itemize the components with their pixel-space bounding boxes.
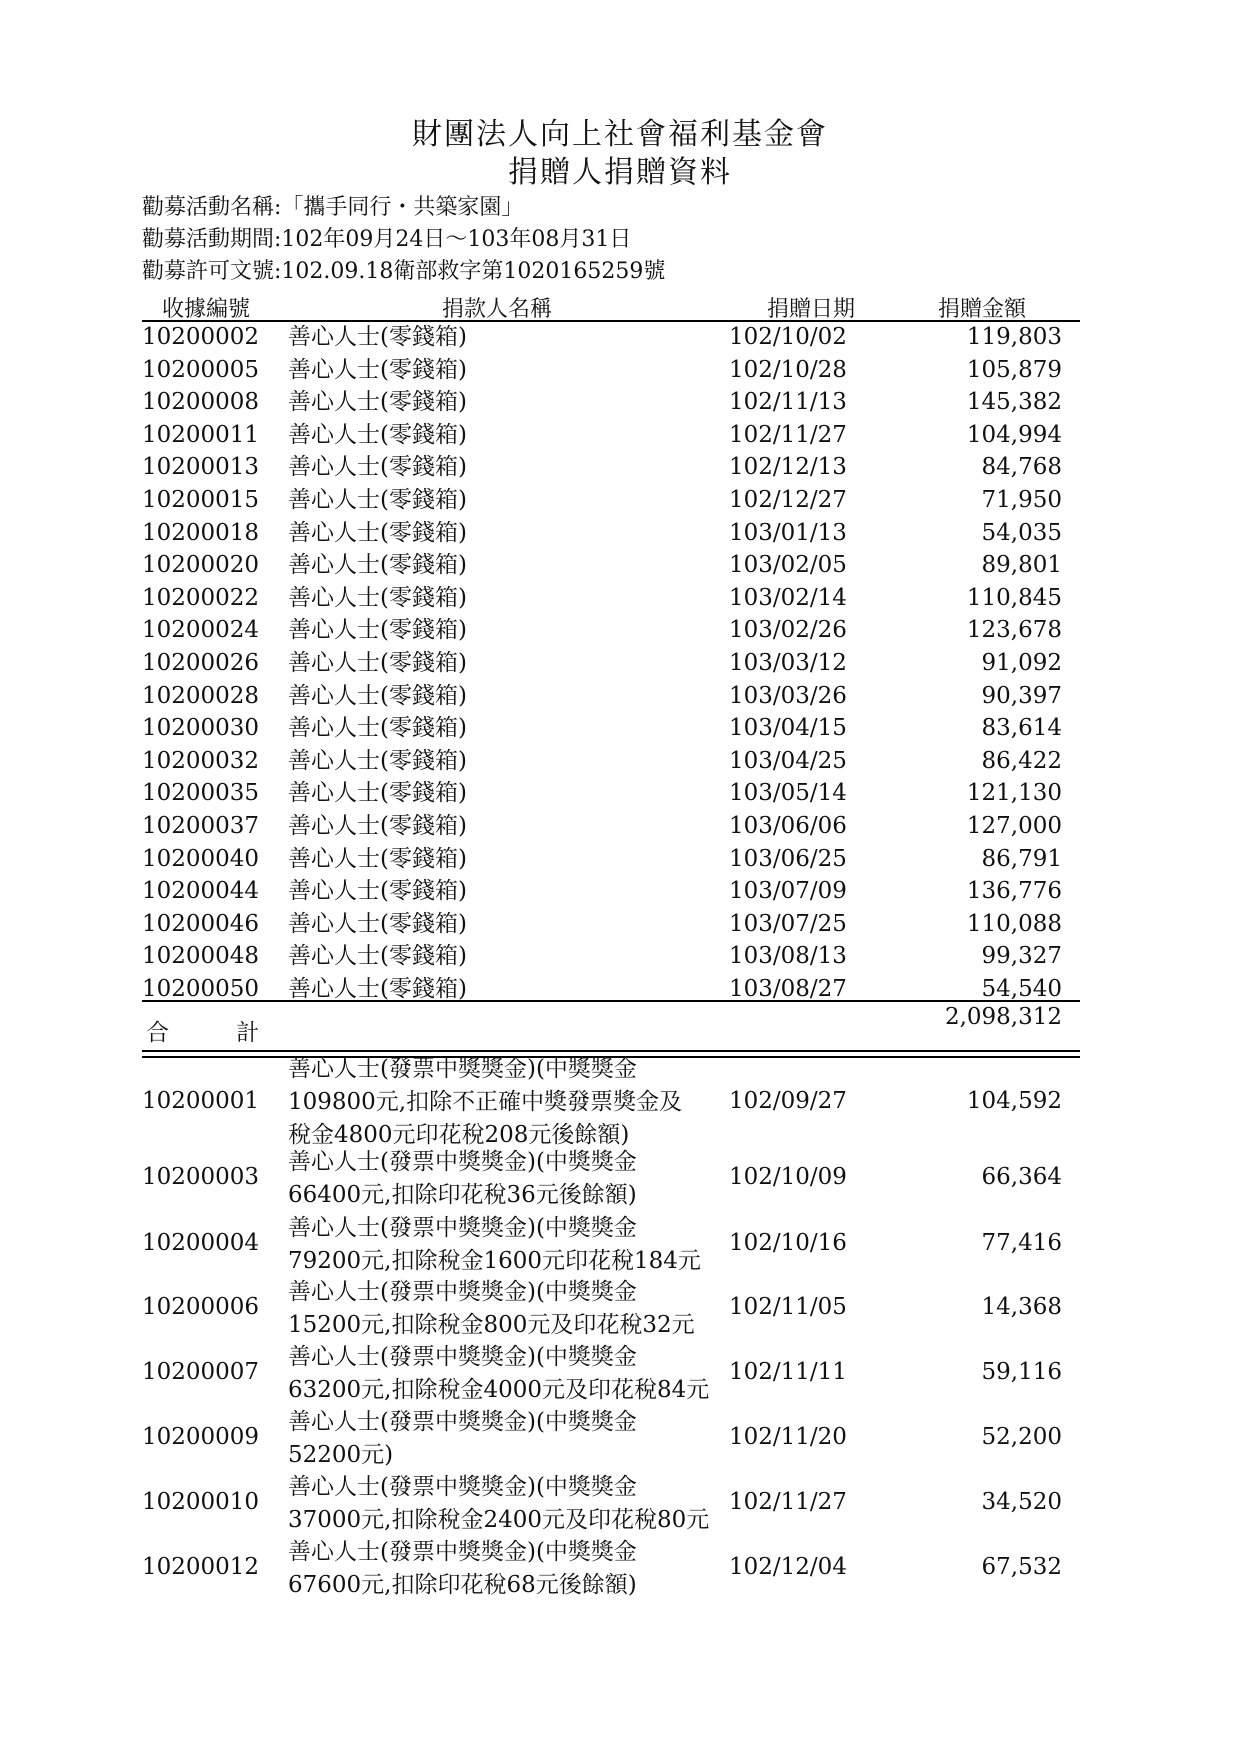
receipt-cell: 10200010: [142, 1489, 260, 1515]
receipt-cell: 10200030: [142, 715, 260, 742]
amount-cell: 14,368: [981, 1294, 1062, 1320]
receipt-cell: 10200026: [142, 650, 260, 676]
table-row: [142, 940, 1080, 973]
table-row: [142, 777, 1080, 810]
receipt-cell: 10200035: [142, 780, 260, 807]
date-cell: 103/02/14: [729, 584, 847, 611]
amount-cell: 136,776: [966, 878, 1062, 905]
date-cell: 102/09/27: [729, 1087, 847, 1114]
amount-cell: 123,678: [966, 617, 1062, 644]
donor-cell: 善心人士(零錢箱): [288, 584, 467, 611]
donor-cell: 善心人士(零錢箱): [288, 454, 467, 481]
date-cell: 102/10/02: [729, 324, 847, 350]
date-cell: 103/08/27: [729, 976, 847, 1002]
receipt-cell: 10200028: [142, 682, 260, 709]
table-row: [142, 712, 1080, 745]
table-row: [142, 451, 1080, 484]
donor-line: 善心人士(發票中獎獎金)(中獎獎金: [288, 1539, 637, 1565]
donor-line: 善心人士(發票中獎獎金)(中獎獎金: [288, 1474, 637, 1500]
date-cell: 102/12/13: [729, 454, 847, 481]
date-cell: 103/03/12: [729, 650, 847, 676]
column-header-date: 捐贈日期: [767, 297, 856, 322]
amount-cell: 71,950: [981, 487, 1062, 513]
total-label: 合 計: [146, 1020, 290, 1046]
donor-cell: 善心人士(零錢箱): [288, 650, 467, 676]
table-row: [142, 354, 1080, 387]
table-row: [142, 908, 1080, 941]
date-cell: 102/12/27: [729, 487, 847, 513]
donor-line: 善心人士(發票中獎獎金)(中獎獎金: [288, 1279, 637, 1305]
donor-line: 善心人士(發票中獎獎金)(中獎獎金: [288, 1215, 637, 1241]
donor-cell: 善心人士(零錢箱): [288, 747, 467, 774]
date-cell: 103/03/26: [729, 682, 847, 709]
amount-cell: 145,382: [966, 389, 1062, 416]
table-row: [142, 419, 1080, 452]
receipt-cell: 10200044: [142, 878, 260, 905]
campaign-period: 勸募活動期間:102年09月24日～103年08月31日: [142, 227, 632, 252]
table-row: [142, 614, 1080, 647]
table-header: [142, 290, 1080, 322]
column-header-donor: 捐款人名稱: [442, 297, 553, 322]
table-row: [142, 321, 1080, 354]
date-cell: 103/06/25: [729, 845, 847, 872]
donor-cell: 善心人士(零錢箱): [288, 682, 467, 709]
donor-cell: 善心人士(零錢箱): [288, 552, 467, 579]
table-row: [142, 1471, 1080, 1537]
amount-cell: 90,397: [981, 682, 1062, 709]
document-title: 捐贈人捐贈資料: [508, 155, 732, 190]
table-row: [142, 1212, 1080, 1278]
amount-cell: 121,130: [966, 780, 1062, 807]
date-cell: 103/04/15: [729, 715, 847, 742]
donor-line: 善心人士(發票中獎獎金)(中獎獎金: [288, 1344, 637, 1370]
date-cell: 102/11/27: [729, 1489, 847, 1515]
receipt-cell: 10200046: [142, 910, 260, 937]
donor-cell: 善心人士(零錢箱): [288, 878, 467, 905]
donor-line: 109800元,扣除不正確中獎發票獎金及: [288, 1089, 683, 1115]
date-cell: 102/11/27: [729, 421, 847, 448]
receipt-cell: 10200004: [142, 1230, 260, 1256]
table-row: [142, 875, 1080, 908]
amount-cell: 86,422: [981, 747, 1062, 774]
receipt-cell: 10200006: [142, 1294, 260, 1320]
table-row: [142, 1146, 1080, 1212]
amount-cell: 77,416: [981, 1230, 1062, 1256]
amount-cell: 54,540: [981, 976, 1062, 1002]
donor-line: 67600元,扣除印花稅68元後餘額): [288, 1572, 637, 1598]
receipt-cell: 10200002: [142, 324, 260, 350]
date-cell: 103/08/13: [729, 943, 847, 970]
receipt-cell: 10200037: [142, 813, 260, 839]
amount-cell: 54,035: [981, 519, 1062, 546]
donor-cell: 善心人士(零錢箱): [288, 421, 467, 448]
org-title: 財團法人向上社會福利基金會: [412, 117, 828, 152]
date-cell: 102/10/09: [729, 1164, 847, 1190]
amount-cell: 89,801: [981, 552, 1062, 579]
receipt-cell: 10200040: [142, 845, 260, 872]
receipt-cell: 10200048: [142, 943, 260, 970]
donor-line: 善心人士(發票中獎獎金)(中獎獎金: [288, 1409, 637, 1435]
total-row: [142, 1002, 1080, 1046]
donor-cell: [288, 1276, 728, 1342]
amount-cell: 110,088: [966, 910, 1062, 937]
table-row: [142, 582, 1080, 615]
donor-cell: 善心人士(零錢箱): [288, 519, 467, 546]
column-header-receipt: 收據編號: [162, 297, 251, 322]
total-value: 2,098,312: [944, 1004, 1062, 1030]
amount-cell: 119,803: [966, 324, 1062, 350]
donor-line: 稅金4800元印花稅208元後餘額): [288, 1122, 630, 1148]
table-row: [142, 1276, 1080, 1342]
donor-cell: 善心人士(零錢箱): [288, 845, 467, 872]
amount-cell: 67,532: [981, 1554, 1062, 1580]
donor-line: 善心人士(發票中獎獎金)(中獎獎金: [288, 1056, 637, 1082]
donor-cell: 善心人士(零錢箱): [288, 487, 467, 513]
table-row: [142, 1341, 1080, 1407]
permit-number: 勸募許可文號:102.09.18衛部救字第1020165259號: [142, 259, 666, 284]
donor-cell: [288, 1341, 728, 1407]
receipt-cell: 10200005: [142, 356, 260, 383]
receipt-cell: 10200015: [142, 487, 260, 513]
table-row: [142, 1536, 1080, 1602]
receipt-cell: 10200050: [142, 976, 260, 1002]
table-row: [142, 517, 1080, 550]
donor-cell: 善心人士(零錢箱): [288, 324, 467, 350]
receipt-cell: 10200012: [142, 1554, 260, 1580]
table-row: [142, 386, 1080, 419]
date-cell: 102/11/13: [729, 389, 847, 416]
receipt-cell: 10200001: [142, 1087, 260, 1114]
date-cell: 103/02/05: [729, 552, 847, 579]
amount-cell: 66,364: [981, 1164, 1062, 1190]
date-cell: 103/06/06: [729, 813, 847, 839]
donor-line: 63200元,扣除稅金4000元及印花稅84元: [288, 1377, 710, 1403]
amount-cell: 52,200: [981, 1424, 1062, 1450]
donor-cell: [288, 1536, 728, 1602]
receipt-cell: 10200013: [142, 454, 260, 481]
donor-line: 52200元): [288, 1442, 394, 1468]
donor-line: 79200元,扣除稅金1600元印花稅184元: [288, 1248, 701, 1274]
receipt-cell: 10200032: [142, 747, 260, 774]
table-row: [142, 647, 1080, 680]
amount-cell: 127,000: [966, 813, 1062, 839]
receipt-cell: 10200020: [142, 552, 260, 579]
date-cell: 102/11/20: [729, 1424, 847, 1450]
amount-cell: 91,092: [981, 650, 1062, 676]
table-row: [142, 549, 1080, 582]
amount-cell: 59,116: [981, 1359, 1062, 1385]
donor-cell: [288, 1471, 728, 1537]
donor-cell: [288, 1406, 728, 1472]
receipt-cell: 10200008: [142, 389, 260, 416]
date-cell: 103/01/13: [729, 519, 847, 546]
donor-cell: 善心人士(零錢箱): [288, 780, 467, 807]
receipt-cell: 10200003: [142, 1164, 260, 1190]
receipt-cell: 10200024: [142, 617, 260, 644]
donor-line: 66400元,扣除印花稅36元後餘額): [288, 1182, 637, 1208]
date-cell: 103/04/25: [729, 747, 847, 774]
date-cell: 102/11/11: [729, 1359, 847, 1385]
donor-line: 善心人士(發票中獎獎金)(中獎獎金: [288, 1149, 637, 1175]
amount-cell: 86,791: [981, 845, 1062, 872]
date-cell: 103/07/09: [729, 878, 847, 905]
amount-cell: 105,879: [966, 356, 1062, 383]
receipt-cell: 10200011: [142, 421, 260, 448]
amount-cell: 110,845: [966, 584, 1062, 611]
amount-cell: 34,520: [981, 1489, 1062, 1515]
donor-cell: 善心人士(零錢箱): [288, 976, 467, 1002]
table-row: [142, 1406, 1080, 1472]
donor-cell: 善心人士(零錢箱): [288, 813, 467, 839]
receipt-cell: 10200007: [142, 1359, 260, 1385]
table-row: [142, 484, 1080, 517]
donor-cell: [288, 1053, 728, 1152]
receipt-cell: 10200009: [142, 1424, 260, 1450]
donor-cell: 善心人士(零錢箱): [288, 910, 467, 937]
donor-cell: 善心人士(零錢箱): [288, 715, 467, 742]
donor-cell: 善心人士(零錢箱): [288, 943, 467, 970]
donor-cell: [288, 1212, 728, 1278]
campaign-name: 勸募活動名稱:「攜手同行・共築家園」: [142, 195, 524, 220]
amount-cell: 84,768: [981, 454, 1062, 481]
donor-line: 15200元,扣除稅金800元及印花稅32元: [288, 1312, 695, 1338]
table-row: [142, 1053, 1080, 1152]
date-cell: 102/10/28: [729, 356, 847, 383]
table-row: [142, 843, 1080, 876]
date-cell: 103/05/14: [729, 780, 847, 807]
column-header-amount: 捐贈金額: [938, 297, 1027, 322]
donor-line: 37000元,扣除稅金2400元及印花稅80元: [288, 1507, 710, 1533]
receipt-cell: 10200022: [142, 584, 260, 611]
amount-cell: 104,994: [966, 421, 1062, 448]
date-cell: 102/10/16: [729, 1230, 847, 1256]
date-cell: 102/11/05: [729, 1294, 847, 1320]
date-cell: 103/07/25: [729, 910, 847, 937]
date-cell: 102/12/04: [729, 1554, 847, 1580]
amount-cell: 83,614: [981, 715, 1062, 742]
donor-cell: 善心人士(零錢箱): [288, 356, 467, 383]
amount-cell: 104,592: [966, 1087, 1062, 1114]
table-row: [142, 745, 1080, 778]
donor-cell: 善心人士(零錢箱): [288, 617, 467, 644]
table-row: [142, 680, 1080, 713]
receipt-cell: 10200018: [142, 519, 260, 546]
date-cell: 103/02/26: [729, 617, 847, 644]
donor-cell: 善心人士(零錢箱): [288, 389, 467, 416]
table-row: [142, 810, 1080, 843]
donor-cell: [288, 1146, 728, 1212]
amount-cell: 99,327: [981, 943, 1062, 970]
